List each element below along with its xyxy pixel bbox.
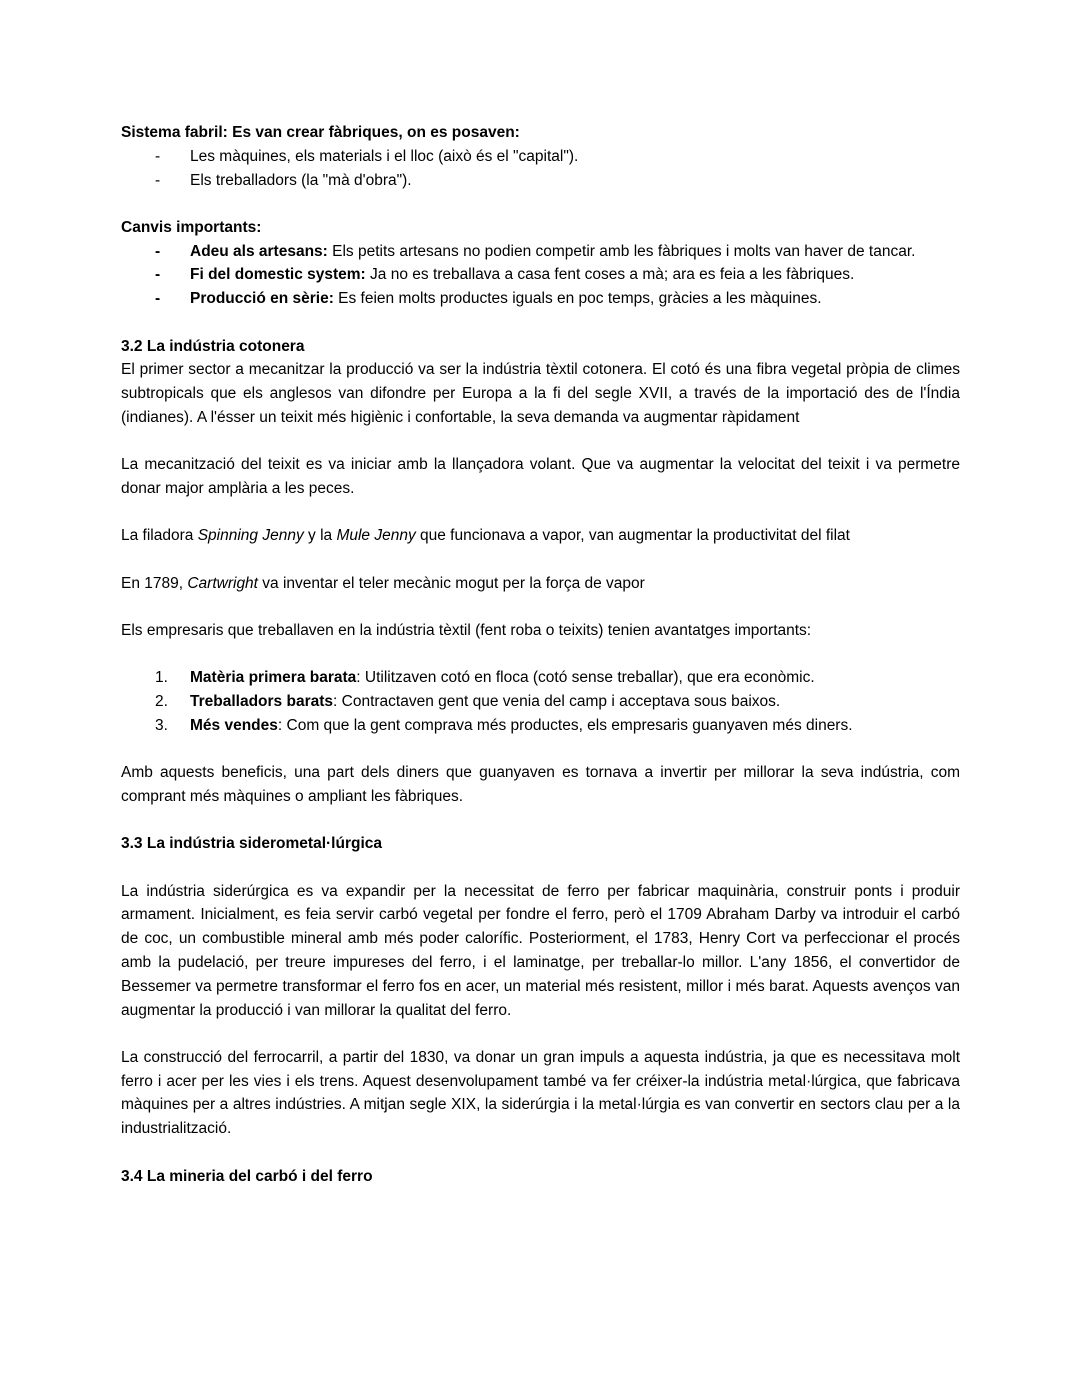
list-item-text bbox=[190, 669, 815, 686]
list-item bbox=[121, 145, 960, 169]
list-item-label: Fi del domestic system: bbox=[190, 266, 366, 284]
spacer bbox=[121, 809, 960, 833]
bullet-dash-icon: - bbox=[155, 290, 161, 308]
heading-canvis-importants: Canvis importants: bbox=[121, 218, 262, 236]
list-item-label: Treballadors barats bbox=[190, 693, 334, 711]
paragraph-text: y la bbox=[303, 527, 337, 545]
paragraph-3-2-intro: El primer sector a mecanitzar la producció va ser la indústria tèxtil cotonera. El cotó és una fibra vegetal pròpia de climes subtropicals que els anglesos van difondre per Europa a la fi del segle XVII, a través de la importació des de l'Índia (indianes). A l'ésser un teixit més higiènic i confortable, la seva demanda va augmentar ràpidament bbox=[121, 361, 960, 426]
heading-3-3: 3.3 La indústria siderometal·lúrgica bbox=[121, 835, 382, 853]
list-item-text bbox=[190, 693, 780, 710]
paragraph-text: que funcionava a vapor, van augmentar la productivitat del filat bbox=[415, 527, 850, 545]
spacer bbox=[121, 738, 960, 762]
heading-3-4: 3.4 La mineria del carbó i del ferro bbox=[121, 1167, 373, 1185]
spacer bbox=[121, 595, 960, 619]
list-item-description: : Contractaven gent que venia del camp i acceptava sous baixos. bbox=[333, 693, 781, 711]
list-item bbox=[121, 240, 960, 264]
paragraph-empresaris: Els empresaris que treballaven en la indústria tèxtil (fent roba o teixits) tenien avantatges importants: bbox=[121, 621, 812, 639]
italic-cartwright: Cartwright bbox=[187, 574, 258, 592]
spacer bbox=[121, 311, 960, 335]
spacer bbox=[121, 1022, 960, 1046]
document-content bbox=[121, 121, 960, 1188]
list-item-number: 1. bbox=[155, 669, 168, 687]
list-item-label: Producció en sèrie: bbox=[190, 290, 334, 308]
list-item-text bbox=[190, 263, 960, 287]
spacer bbox=[121, 548, 960, 572]
bullet-dash-icon: - bbox=[155, 266, 161, 284]
spacer bbox=[121, 430, 960, 454]
list-item bbox=[121, 287, 960, 311]
paragraph-text: En 1789, bbox=[121, 574, 188, 592]
list-item-label: Matèria primera barata bbox=[190, 669, 357, 687]
list-item-text: Les màquines, els materials i el lloc (això és el "capital"). bbox=[190, 147, 579, 165]
list-item bbox=[121, 714, 960, 738]
list-item-text bbox=[190, 240, 960, 264]
list-item-description: Ja no es treballava a casa fent coses a mà; ara es feia a les fàbriques. bbox=[365, 266, 855, 284]
spacer bbox=[121, 192, 960, 216]
list-item bbox=[121, 263, 960, 287]
list-item-label: Adeu als artesans: bbox=[190, 242, 328, 260]
heading-3-2: 3.2 La indústria cotonera bbox=[121, 337, 305, 355]
spacer bbox=[121, 856, 960, 880]
list-avantatges bbox=[121, 666, 960, 737]
list-canvis-importants bbox=[121, 240, 960, 311]
list-item-text bbox=[190, 287, 960, 311]
paragraph-beneficis: Amb aquests beneficis, una part dels diners que guanyaven es tornava a invertir per millorar la seva indústria, com comprant més màquines o ampliant les fàbriques. bbox=[121, 764, 960, 805]
bullet-dash-icon: - bbox=[155, 147, 161, 165]
list-item-description: : Utilitzaven cotó en floca (cotó sense treballar), que era econòmic. bbox=[356, 669, 815, 687]
list-item-number: 2. bbox=[155, 693, 168, 711]
list-item bbox=[121, 690, 960, 714]
list-item-number: 3. bbox=[155, 716, 168, 734]
paragraph-text: La filadora bbox=[121, 527, 198, 545]
list-item-description: Els petits artesans no podien competir amb les fàbriques i molts van haver de tancar. bbox=[327, 242, 916, 260]
list-item-description: Es feien molts productes iguals en poc temps, gràcies a les màquines. bbox=[333, 290, 822, 308]
bullet-dash-icon: - bbox=[155, 242, 161, 260]
paragraph-ferrocarril: La construcció del ferrocarril, a partir del 1830, va donar un gran impuls a aquesta indústria, ja que es necessitava molt ferro i acer per les vies i els trens. Aquest desenvolupament també va fer créixer-la indústria metal·lúrgica, que fabricava màquines per a altres indústries. A mitjan segle XIX, la siderúrgia i la metal·lúrgia es van convertir en sectors clau per a la industrialització. bbox=[121, 1048, 960, 1138]
paragraph-text: va inventar el teler mecànic mogut per la força de vapor bbox=[258, 574, 645, 592]
spacer bbox=[121, 501, 960, 525]
bullet-dash-icon: - bbox=[155, 171, 161, 189]
list-item-text: Els treballadors (la "mà d'obra"). bbox=[190, 171, 412, 189]
list-item bbox=[121, 666, 960, 690]
list-sistema-fabril bbox=[121, 145, 960, 193]
italic-spinning-jenny: Spinning Jenny bbox=[197, 527, 304, 545]
spacer bbox=[121, 643, 960, 667]
paragraph-cartwright bbox=[121, 572, 960, 596]
list-item-label: Més vendes bbox=[190, 716, 278, 734]
italic-mule-jenny: Mule Jenny bbox=[336, 527, 416, 545]
list-item-text bbox=[190, 717, 853, 734]
paragraph-mecanitzacio: La mecanització del teixit es va iniciar amb la llançadora volant. Que va augmentar la velocitat del teixit i va permetre donar major amplària a les peces. bbox=[121, 456, 960, 498]
paragraph-filadora bbox=[121, 524, 960, 548]
spacer bbox=[121, 1141, 960, 1165]
paragraph-siderurgica: La indústria siderúrgica es va expandir per la necessitat de ferro per fabricar maquinària, construir ponts i produir armament. Inicialment, es feia servir carbó vegetal per fondre el ferro, però el 1709 Abraham Darby va introduir el carbó de coc, un combustible mineral amb més poder calorífic. Posteriorment, el 1783, Henry Cort va perfeccionar el procés amb la pudelació, per treure impureses del ferro, i el laminatge, per treballar-lo millor. L'any 1856, el convertidor de Bessemer va permetre transformar el ferro fos en acer, un material més resistent, millor i més barat. Aquests avenços van augmentar la producció i van millorar la qualitat del ferro. bbox=[121, 882, 960, 1019]
list-item bbox=[121, 169, 960, 193]
list-item-description: : Com que la gent comprava més productes, els empresaris guanyaven més diners. bbox=[277, 716, 853, 734]
heading-sistema-fabril: Sistema fabril: Es van crear fàbriques, on es posaven: bbox=[121, 124, 520, 141]
